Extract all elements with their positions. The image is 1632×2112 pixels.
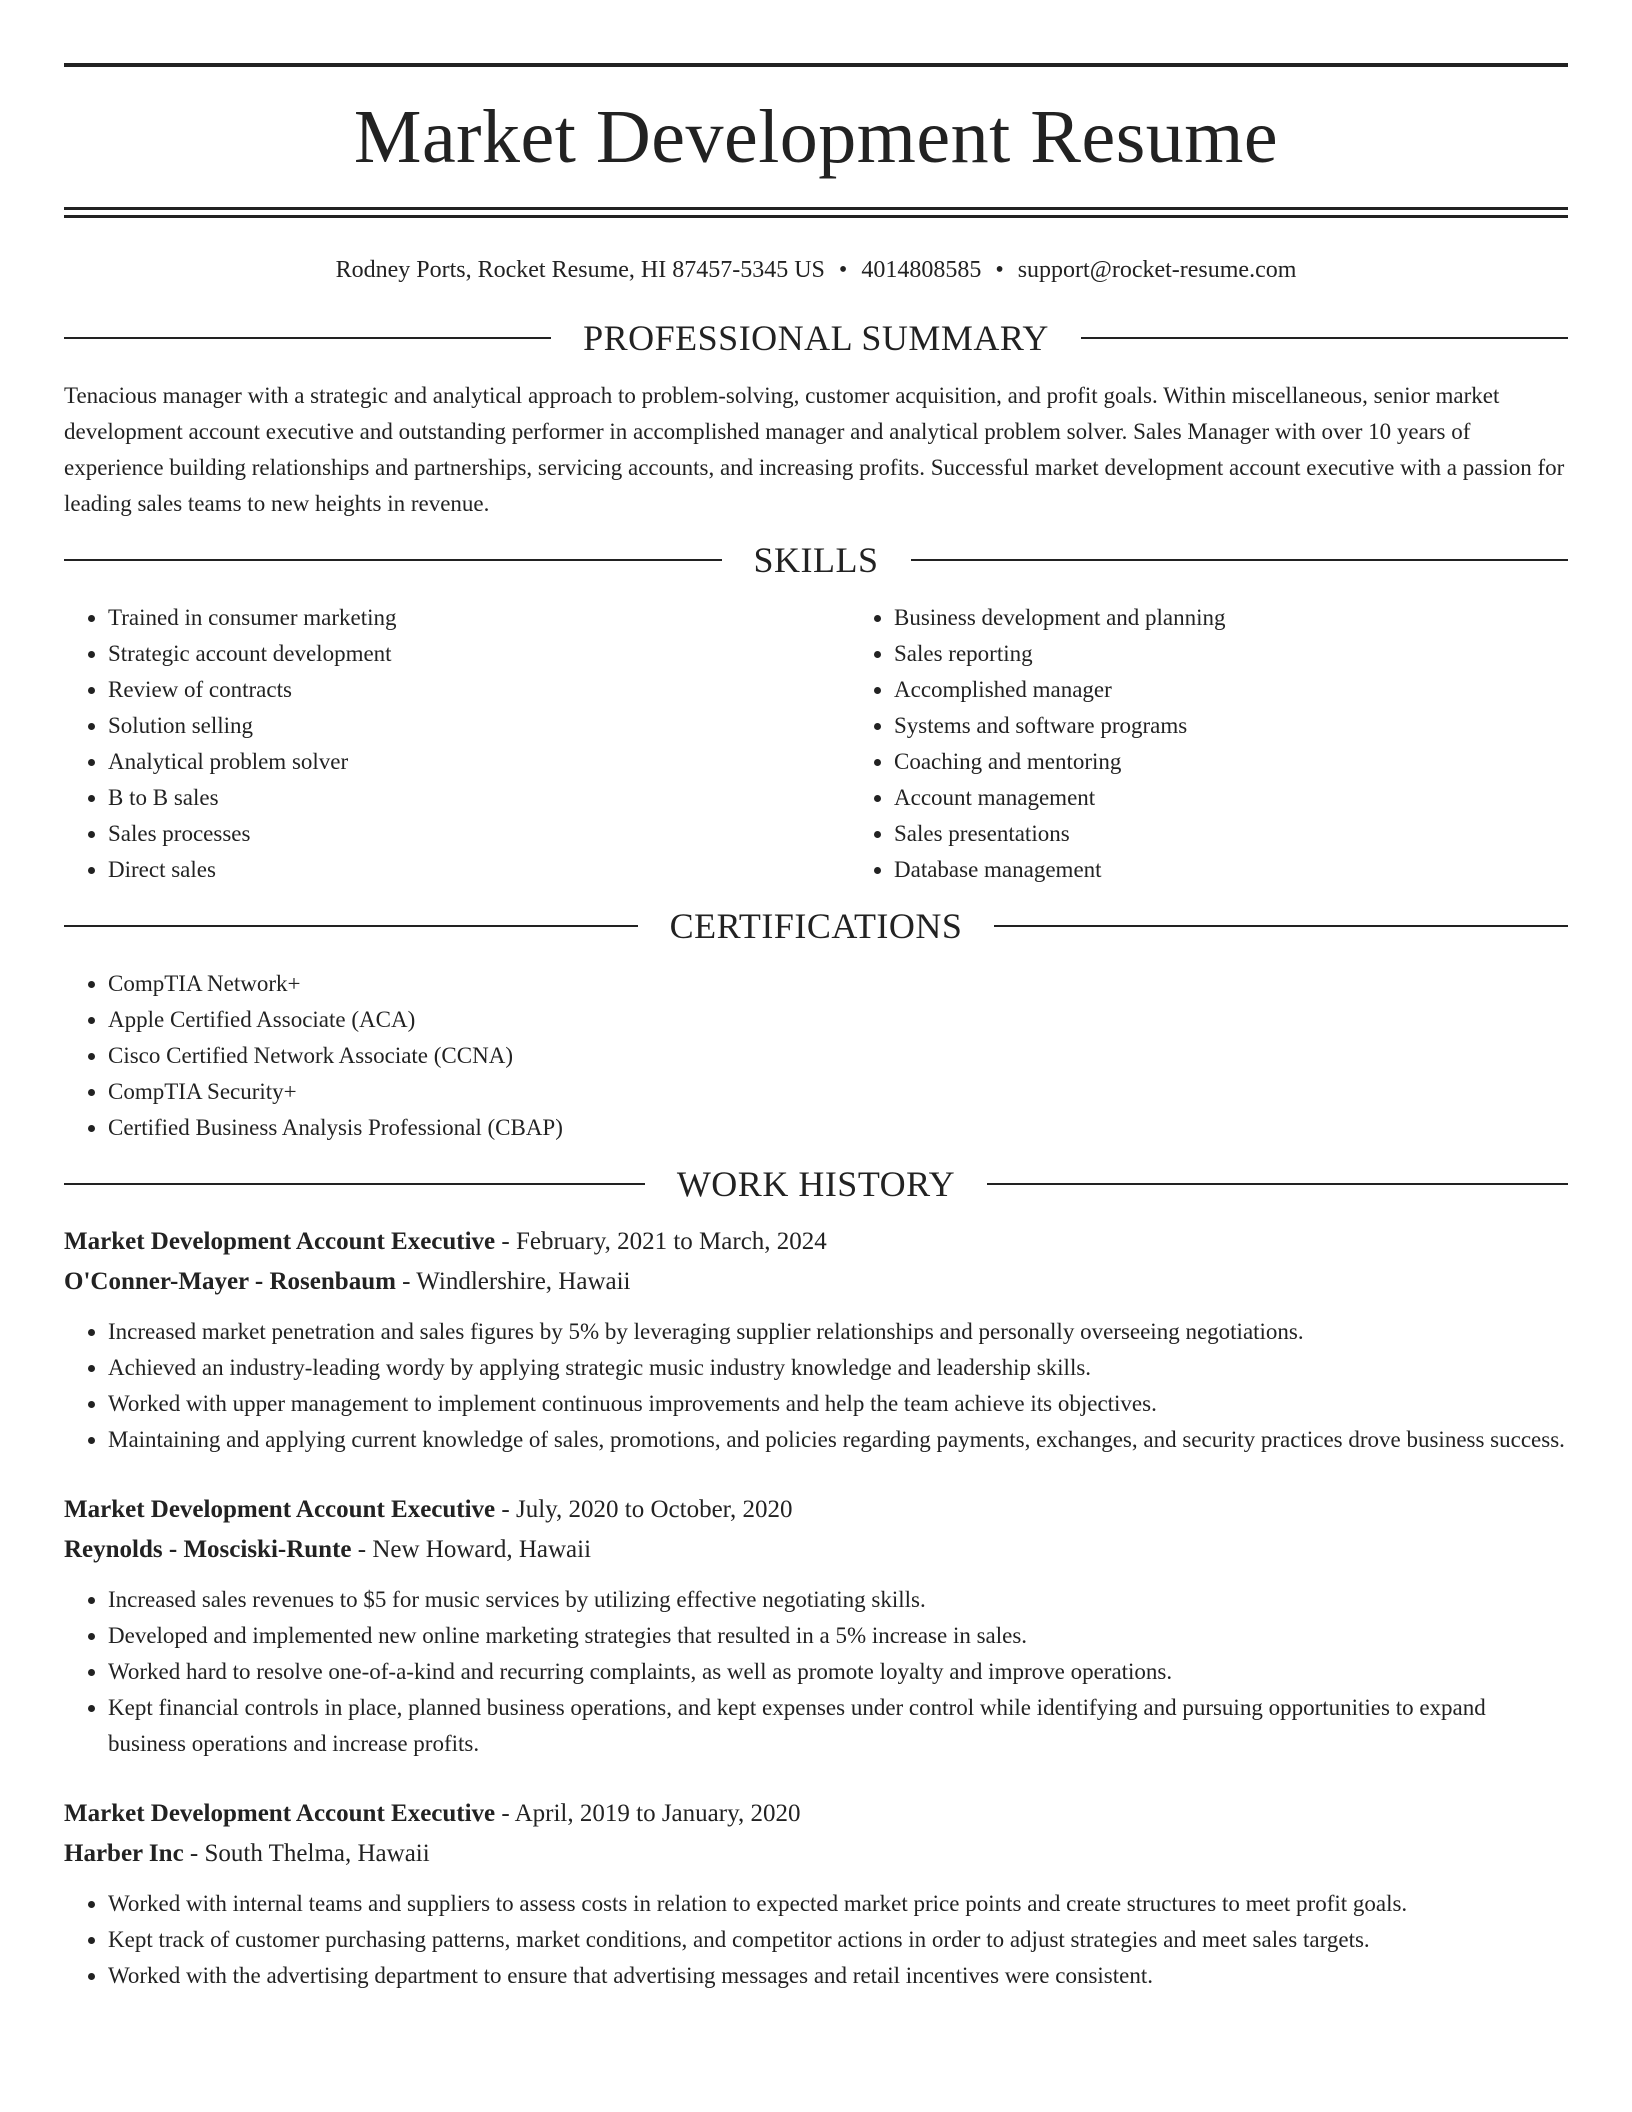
job-bullets (64, 1582, 1568, 1762)
job-title: Market Development Account Executive (64, 1800, 496, 1827)
job-entry (64, 1794, 1568, 1994)
certification-item: • Cisco Certified Network Associate (CCNA) (108, 1038, 1568, 1074)
work-history-heading (64, 1166, 1568, 1202)
heading-rule-right (1081, 337, 1568, 339)
work-history-heading-label: WORK HISTORY (676, 1164, 956, 1204)
job-location: - South Thelma, Hawaii (183, 1840, 430, 1867)
job-company-line (64, 1834, 1568, 1874)
heading-rule-right (911, 559, 1569, 561)
heading-rule-left (64, 925, 638, 927)
job-bullets (64, 1886, 1568, 1994)
job-title-line (64, 1222, 1568, 1262)
job-bullet: • Increased market penetration and sales figures by 5% by leveraging supplier relationships and personally overseeing negotiations. (108, 1314, 1568, 1350)
contact-separator: • (995, 257, 1004, 283)
title-double-rule (64, 207, 1568, 218)
contact-phone: 4014808585 (861, 257, 982, 283)
job-bullet: • Worked hard to resolve one-of-a-kind and recurring complaints, as well as promote loyalty and improve operations. (108, 1654, 1568, 1690)
job-dates: - April, 2019 to January, 2020 (495, 1800, 801, 1827)
job-title: Market Development Account Executive (64, 1496, 496, 1523)
job-bullet: • Kept track of customer purchasing patterns, market conditions, and competitor actions in order to adjust strategies and meet sales targets. (108, 1922, 1568, 1958)
heading-rule-left (64, 1183, 645, 1185)
skill-item: • Review of contracts (108, 672, 850, 708)
job-company-line (64, 1530, 1568, 1570)
job-title-line (64, 1490, 1568, 1530)
skills-heading-label: SKILLS (753, 540, 879, 580)
heading-rule-right (994, 925, 1568, 927)
job-bullet: • Worked with upper management to implement continuous improvements and help the team achieve its objectives. (108, 1386, 1568, 1422)
skill-item: • Sales reporting (894, 636, 1226, 672)
job-dates: - February, 2021 to March, 2024 (495, 1228, 827, 1255)
summary-heading-label: PROFESSIONAL SUMMARY (583, 318, 1049, 358)
contact-separator: • (838, 257, 848, 283)
skills-list-right (850, 600, 1226, 888)
job-location: - Windlershire, Hawaii (395, 1268, 631, 1295)
job-bullet: • Achieved an industry-leading wordy by applying strategic music industry knowledge and leadership skills. (108, 1350, 1568, 1386)
skill-item: • Systems and software programs (894, 708, 1226, 744)
job-bullets (64, 1314, 1568, 1458)
certifications-heading (64, 908, 1568, 944)
job-company-line (64, 1262, 1568, 1302)
skills-heading (64, 542, 1568, 578)
heading-rule-right (987, 1183, 1568, 1185)
job-dates: - July, 2020 to October, 2020 (495, 1496, 793, 1523)
skill-item: • Strategic account development (108, 636, 850, 672)
job-bullet: • Increased sales revenues to $5 for music services by utilizing effective negotiating skills. (108, 1582, 1568, 1618)
contact-address: Rodney Ports, Rocket Resume, HI 87457-5345 US (335, 257, 825, 283)
certification-item: • CompTIA Network+ (108, 966, 1568, 1002)
skills-columns (64, 600, 1568, 888)
job-bullet: • Kept financial controls in place, planned business operations, and kept expenses under control while identifying and pursuing opportunities to expand business operations and increase profits. (108, 1690, 1568, 1762)
job-location: - New Howard, Hawaii (351, 1536, 592, 1563)
skill-item: • Database management (894, 852, 1226, 888)
job-entry (64, 1490, 1568, 1762)
skill-item: • B to B sales (108, 780, 850, 816)
job-bullet: • Developed and implemented new online marketing strategies that resulted in a 5% increase in sales. (108, 1618, 1568, 1654)
skill-item: • Analytical problem solver (108, 744, 850, 780)
contact-line (64, 254, 1568, 286)
skill-item: • Sales presentations (894, 816, 1226, 852)
job-entry (64, 1222, 1568, 1458)
certification-item: • CompTIA Security+ (108, 1074, 1568, 1110)
job-bullet: • Worked with the advertising department to ensure that advertising messages and retail incentives were consistent. (108, 1958, 1568, 1994)
heading-rule-left (64, 337, 551, 339)
certifications-heading-label: CERTIFICATIONS (669, 906, 963, 946)
job-title-line (64, 1794, 1568, 1834)
certification-item: • Apple Certified Associate (ACA) (108, 1002, 1568, 1038)
summary-heading (64, 320, 1568, 356)
heading-rule-left (64, 559, 722, 561)
job-company: Reynolds - Mosciski-Runte (64, 1536, 352, 1563)
job-bullet: • Maintaining and applying current knowledge of sales, promotions, and policies regarding payments, exchanges, and security practices drove business success. (108, 1422, 1568, 1458)
skills-list-left (64, 600, 850, 888)
skill-item: • Direct sales (108, 852, 850, 888)
job-title: Market Development Account Executive (64, 1228, 496, 1255)
certification-item: • Certified Business Analysis Professional (CBAP) (108, 1110, 1568, 1146)
job-company: O'Conner-Mayer - Rosenbaum (64, 1268, 396, 1295)
contact-email: support@rocket-resume.com (1017, 257, 1297, 283)
job-bullet: • Worked with internal teams and suppliers to assess costs in relation to expected market price points and create structures to meet profit goals. (108, 1886, 1568, 1922)
skill-item: • Coaching and mentoring (894, 744, 1226, 780)
page-title: Market Development Resume (353, 95, 1279, 179)
skill-item: • Trained in consumer marketing (108, 600, 850, 636)
skill-item: • Accomplished manager (894, 672, 1226, 708)
skill-item: • Account management (894, 780, 1226, 816)
skill-item: • Sales processes (108, 816, 850, 852)
skill-item: • Solution selling (108, 708, 850, 744)
skill-item: • Business development and planning (894, 600, 1226, 636)
job-company: Harber Inc (64, 1840, 184, 1867)
summary-text: Tenacious manager with a strategic and analytical approach to problem-solving, customer acquisition, and profit goals. Within miscellaneous, senior market development account executive and outstanding performer in accomplished manager and analytical problem solver. Sales Manager with over 10 years of experience building relationships and partnerships, servicing accounts, and increasing profits. Successful market development account executive with a passion for leading sales teams to new heights in revenue. (64, 383, 1565, 516)
certifications-list (64, 966, 1568, 1146)
